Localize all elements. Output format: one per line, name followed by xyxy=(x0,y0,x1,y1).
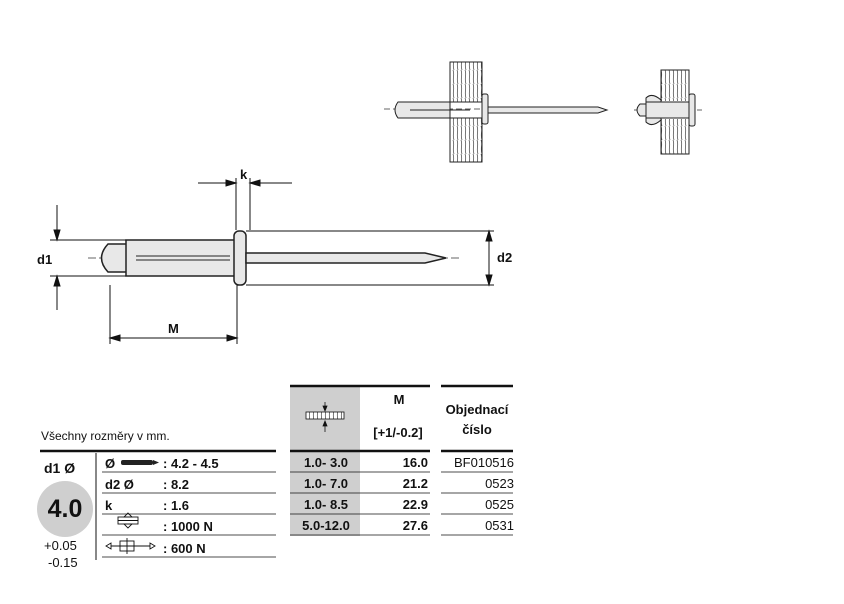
dim-d1-label: d1 xyxy=(37,252,53,267)
spec-key-d2: d2 Ø xyxy=(105,477,134,492)
m-value-cell: 21.2 xyxy=(402,476,428,491)
spec-key-k: k xyxy=(105,498,113,513)
dim-k-label: k xyxy=(240,167,248,182)
installation-view-after xyxy=(634,70,702,154)
spec-key-drill: Ø xyxy=(105,456,116,471)
d1-diameter-badge xyxy=(37,481,93,537)
tolerance-plus: +0.05 xyxy=(44,538,77,553)
header-order-number xyxy=(440,400,514,440)
header-tolerance: [+1/-0.2] xyxy=(373,425,423,440)
order-number-cell: BF010516 xyxy=(454,455,514,470)
m-value-cell: 16.0 xyxy=(402,455,428,470)
dim-d2-label: d2 xyxy=(497,250,513,265)
m-value-cell: 22.9 xyxy=(402,497,428,512)
dim-m-label: M xyxy=(168,321,179,336)
header-order-line1: Objednací xyxy=(445,402,509,417)
spec-value-k: : 1.6 xyxy=(163,498,190,513)
order-number-cell: 0531 xyxy=(485,518,514,533)
order-number-cell: 0525 xyxy=(485,497,514,512)
grip-range-cell: 5.0-12.0 xyxy=(302,518,350,533)
rivet-drawing xyxy=(88,231,460,285)
spec-value-shear: : 1000 N xyxy=(163,519,213,534)
tolerance-minus: -0.15 xyxy=(48,555,78,570)
units-caption: Všechny rozměry v mm. xyxy=(41,429,170,443)
spec-value-drill: : 4.2 - 4.5 xyxy=(163,456,219,471)
tensile-force-icon xyxy=(106,538,155,554)
shear-force-icon xyxy=(118,513,138,528)
grip-range-cell: 1.0- 7.0 xyxy=(303,476,349,491)
header-m: M xyxy=(393,392,405,407)
d1-diameter-value: 4.0 xyxy=(47,494,83,523)
spec-value-d2: : 8.2 xyxy=(163,477,190,492)
order-number-cell: 0523 xyxy=(485,476,514,491)
spec-value-tensile: : 600 N xyxy=(163,541,206,556)
grip-range-cell: 1.0- 3.0 xyxy=(303,455,349,470)
m-value-cell: 27.6 xyxy=(402,518,428,533)
header-order-line2: číslo xyxy=(462,422,492,437)
installation-view-before xyxy=(384,62,607,162)
d1-diameter-label: d1 Ø xyxy=(44,460,76,476)
grip-range-cell: 1.0- 8.5 xyxy=(303,497,349,512)
